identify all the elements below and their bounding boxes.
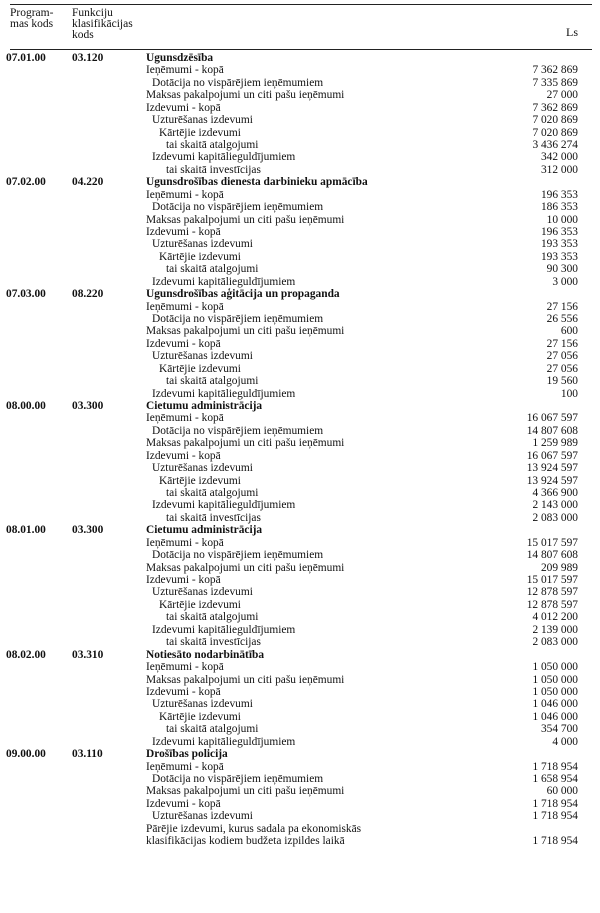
table-row xyxy=(0,462,600,474)
function-code: 03.310 xyxy=(72,648,104,661)
section-heading-row xyxy=(0,176,600,188)
row-label: tai skaitā atalgojumi xyxy=(166,263,259,276)
table-row xyxy=(0,64,600,76)
table-row xyxy=(0,238,600,250)
row-label: Ieņēmumi - kopā xyxy=(146,536,224,549)
amount-value: 342 000 xyxy=(540,151,578,164)
table-row xyxy=(0,798,600,810)
table-row xyxy=(0,487,600,499)
row-label: Dotācija no vispārējiem ieņēmumiem xyxy=(152,549,324,562)
table-row xyxy=(0,574,600,586)
amount-value: 4 000 xyxy=(552,735,578,748)
table-row xyxy=(0,102,600,114)
row-label: Dotācija no vispārējiem ieņēmumiem xyxy=(152,76,324,89)
table-row xyxy=(0,810,600,822)
amount-value: 15 017 597 xyxy=(526,536,578,549)
section-heading-row xyxy=(0,288,600,300)
row-label: Uzturēšanas izdevumi xyxy=(152,462,253,475)
amount-value: 7 362 869 xyxy=(532,101,578,114)
amount-value: 1 658 954 xyxy=(532,772,578,785)
section-title: Ugunsdzēsība xyxy=(146,52,214,64)
row-label: Kārtējie izdevumi xyxy=(159,474,241,487)
amount-value: 27 156 xyxy=(546,300,578,313)
amount-value: 1 046 000 xyxy=(532,710,578,723)
row-label: Maksas pakalpojumi un citi pašu ieņēmumi xyxy=(146,89,345,102)
table-row xyxy=(0,313,600,325)
row-label: Izdevumi kapitālieguldījumiem xyxy=(152,735,296,748)
amount-value: 14 807 608 xyxy=(526,549,578,562)
row-label: Maksas pakalpojumi un citi pašu ieņēmumi xyxy=(146,673,345,686)
amount-value: 14 807 608 xyxy=(526,424,578,437)
section-heading-row xyxy=(0,649,600,661)
table-row xyxy=(0,450,600,462)
row-label: Izdevumi kapitālieguldījumiem xyxy=(152,275,296,288)
row-label: tai skaitā atalgojumi xyxy=(166,375,259,388)
amount-value: 354 700 xyxy=(540,723,578,736)
table-row xyxy=(0,350,600,362)
table-row xyxy=(0,611,600,623)
amount-value: 1 718 954 xyxy=(532,760,578,773)
header-function-code-line2: klasifikācijas xyxy=(72,18,133,30)
table-row xyxy=(0,164,600,176)
row-label: Izdevumi kapitālieguldījumiem xyxy=(152,387,296,400)
amount-value: 90 300 xyxy=(546,263,578,276)
row-label: Kārtējie izdevumi xyxy=(159,710,241,723)
program-code: 09.00.00 xyxy=(6,748,46,761)
row-label: Ieņēmumi - kopā xyxy=(146,64,224,77)
row-label: Dotācija no vispārējiem ieņēmumiem xyxy=(152,313,324,326)
amount-value: 1 718 954 xyxy=(532,835,578,848)
row-label: Uzturēšanas izdevumi xyxy=(152,350,253,363)
amount-value: 209 989 xyxy=(540,561,578,574)
amount-value: 10 000 xyxy=(546,213,578,226)
row-label: Dotācija no vispārējiem ieņēmumiem xyxy=(152,424,324,437)
table-row xyxy=(0,475,600,487)
amount-value: 1 050 000 xyxy=(532,685,578,698)
section-title: Ugunsdrošības aģitācija un propaganda xyxy=(146,288,340,301)
row-label: Kārtējie izdevumi xyxy=(159,250,241,263)
row-label: Izdevumi - kopā xyxy=(146,226,221,239)
top-rule xyxy=(10,4,592,5)
row-label: tai skaitā atalgojumi xyxy=(166,723,259,736)
amount-value: 4 366 900 xyxy=(532,487,578,500)
table-row xyxy=(0,711,600,723)
amount-value: 193 353 xyxy=(540,238,578,251)
header-program-code-line2: mas kods xyxy=(10,18,54,30)
table-row xyxy=(0,201,600,213)
row-label: Izdevumi - kopā xyxy=(146,685,221,698)
function-code: 03.300 xyxy=(72,400,104,413)
table-row xyxy=(0,114,600,126)
amount-value: 27 156 xyxy=(546,337,578,350)
table-row xyxy=(0,512,600,524)
program-code: 07.03.00 xyxy=(6,288,46,301)
table-row xyxy=(0,425,600,437)
amount-value: 3 436 274 xyxy=(532,139,578,151)
table-row xyxy=(0,761,600,773)
amount-value: 1 259 989 xyxy=(532,437,578,450)
section-heading-row xyxy=(0,52,600,64)
amount-value: 4 012 200 xyxy=(532,611,578,624)
table-row xyxy=(0,388,600,400)
table-row xyxy=(0,823,600,835)
amount-value: 2 139 000 xyxy=(532,623,578,636)
amount-value: 2 143 000 xyxy=(532,499,578,512)
row-label: Uzturēšanas izdevumi xyxy=(152,238,253,251)
program-code: 07.02.00 xyxy=(6,176,46,189)
table-row xyxy=(0,736,600,748)
row-label: Izdevumi kapitālieguldījumiem xyxy=(152,499,296,512)
row-label: Ieņēmumi - kopā xyxy=(146,188,224,201)
row-label: Uzturēšanas izdevumi xyxy=(152,586,253,599)
amount-value: 16 067 597 xyxy=(526,449,578,462)
amount-value: 19 560 xyxy=(546,375,578,388)
table-row xyxy=(0,437,600,449)
row-label: tai skaitā atalgojumi xyxy=(166,611,259,624)
table-row xyxy=(0,661,600,673)
row-label: Izdevumi kapitālieguldījumiem xyxy=(152,623,296,636)
amount-value: 100 xyxy=(560,387,578,400)
table-row xyxy=(0,77,600,89)
row-label: Kārtējie izdevumi xyxy=(159,126,241,139)
section-heading-row xyxy=(0,524,600,536)
row-label: tai skaitā investīcijas xyxy=(166,636,261,649)
function-code: 04.220 xyxy=(72,176,104,189)
amount-value: 2 083 000 xyxy=(532,511,578,524)
amount-value: 1 718 954 xyxy=(532,810,578,823)
row-label: tai skaitā investīcijas xyxy=(166,511,261,524)
table-row xyxy=(0,301,600,313)
table-row xyxy=(0,375,600,387)
section-heading-row xyxy=(0,400,600,412)
amount-value: 312 000 xyxy=(540,163,578,176)
row-label: Kārtējie izdevumi xyxy=(159,362,241,375)
table-row xyxy=(0,537,600,549)
amount-value: 196 353 xyxy=(540,226,578,239)
amount-value: 27 056 xyxy=(546,362,578,375)
row-label: Dotācija no vispārējiem ieņēmumiem xyxy=(152,201,324,214)
table-row xyxy=(0,412,600,424)
table-row xyxy=(0,723,600,735)
row-label: Ieņēmumi - kopā xyxy=(146,760,224,773)
section-title: Notiesāto nodarbinātība xyxy=(146,648,265,661)
amount-value: 186 353 xyxy=(540,201,578,214)
program-code: 08.01.00 xyxy=(6,524,46,537)
amount-value: 13 924 597 xyxy=(526,474,578,487)
row-label: tai skaitā atalgojumi xyxy=(166,487,259,500)
header-function-code xyxy=(72,8,133,41)
row-label: Izdevumi - kopā xyxy=(146,337,221,350)
amount-value: 1 718 954 xyxy=(532,797,578,810)
table-row xyxy=(0,226,600,238)
amount-value: 27 000 xyxy=(546,89,578,102)
row-label: Kārtējie izdevumi xyxy=(159,598,241,611)
table-row xyxy=(0,251,600,263)
amount-value: 2 083 000 xyxy=(532,636,578,649)
amount-value: 26 556 xyxy=(546,313,578,326)
amount-value: 1 046 000 xyxy=(532,698,578,711)
program-code: 08.02.00 xyxy=(6,648,46,661)
table-row xyxy=(0,214,600,226)
row-label: Dotācija no vispārējiem ieņēmumiem xyxy=(152,772,324,785)
table-row xyxy=(0,835,600,847)
row-label: tai skaitā investīcijas xyxy=(166,163,261,176)
row-label: Uzturēšanas izdevumi xyxy=(152,114,253,127)
amount-value: 12 878 597 xyxy=(526,598,578,611)
row-label: tai skaitā atalgojumi xyxy=(166,139,259,151)
row-label: Ieņēmumi - kopā xyxy=(146,412,224,425)
row-label: Izdevumi - kopā xyxy=(146,449,221,462)
row-label: Pārējie izdevumi, kurus sadala pa ekonomiskās xyxy=(146,822,362,835)
table-row xyxy=(0,139,600,151)
amount-value: 7 020 869 xyxy=(532,126,578,139)
table-row xyxy=(0,325,600,337)
table-row xyxy=(0,189,600,201)
amount-value: 3 000 xyxy=(552,275,578,288)
table-row xyxy=(0,624,600,636)
section-title: Cietumu administrācija xyxy=(146,400,263,413)
row-label: Izdevumi - kopā xyxy=(146,574,221,587)
amount-value: 16 067 597 xyxy=(526,412,578,425)
row-label: Ieņēmumi - kopā xyxy=(146,661,224,674)
program-code: 08.00.00 xyxy=(6,400,46,413)
amount-value: 600 xyxy=(560,325,578,338)
table-row xyxy=(0,773,600,785)
row-label: Uzturēšanas izdevumi xyxy=(152,810,253,823)
section-title: Ugunsdrošības dienesta darbinieku apmācība xyxy=(146,176,368,189)
table-row xyxy=(0,338,600,350)
table-row xyxy=(0,636,600,648)
function-code: 03.300 xyxy=(72,524,104,537)
table-row xyxy=(0,599,600,611)
table-row xyxy=(0,499,600,511)
section-title: Drošības policija xyxy=(146,748,228,761)
amount-value: 7 335 869 xyxy=(532,76,578,89)
header-function-code-line1: Funkciju xyxy=(72,7,113,19)
row-label: Uzturēšanas izdevumi xyxy=(152,698,253,711)
row-label: Izdevumi - kopā xyxy=(146,797,221,810)
amount-value: 12 878 597 xyxy=(526,586,578,599)
amount-value: 193 353 xyxy=(540,250,578,263)
header-currency: Ls xyxy=(566,25,578,39)
table-row xyxy=(0,562,600,574)
table-row xyxy=(0,276,600,288)
header-program-code-line1: Program- xyxy=(10,7,54,19)
table-row xyxy=(0,549,600,561)
amount-value: 27 056 xyxy=(546,350,578,363)
header-program-code xyxy=(10,8,53,30)
row-label: Izdevumi - kopā xyxy=(146,101,221,114)
section-title: Cietumu administrācija xyxy=(146,524,263,537)
amount-value: 13 924 597 xyxy=(526,462,578,475)
table-row xyxy=(0,127,600,139)
row-label: Maksas pakalpojumi un citi pašu ieņēmumi xyxy=(146,213,345,226)
function-code: 03.110 xyxy=(72,748,103,761)
table-row xyxy=(0,151,600,163)
amount-value: 15 017 597 xyxy=(526,574,578,587)
function-code: 03.120 xyxy=(72,52,104,64)
row-label: Ieņēmumi - kopā xyxy=(146,300,224,313)
amount-value: 60 000 xyxy=(546,785,578,798)
table-row xyxy=(0,674,600,686)
section-heading-row xyxy=(0,748,600,760)
table-row xyxy=(0,785,600,797)
table-row xyxy=(0,586,600,598)
row-label: Izdevumi kapitālieguldījumiem xyxy=(152,151,296,164)
table-row xyxy=(0,263,600,275)
row-label: Maksas pakalpojumi un citi pašu ieņēmumi xyxy=(146,561,345,574)
row-label: Maksas pakalpojumi un citi pašu ieņēmumi xyxy=(146,325,345,338)
header-function-code-line3: kods xyxy=(72,29,94,41)
row-label: Maksas pakalpojumi un citi pašu ieņēmumi xyxy=(146,785,345,798)
row-label: Maksas pakalpojumi un citi pašu ieņēmumi xyxy=(146,437,345,450)
header-rule xyxy=(10,49,592,50)
table-row xyxy=(0,698,600,710)
table-row xyxy=(0,89,600,101)
amount-value: 7 362 869 xyxy=(532,64,578,77)
row-label: klasifikācijas kodiem budžeta izpildes laikā xyxy=(146,835,345,848)
amount-value: 196 353 xyxy=(540,188,578,201)
table-row xyxy=(0,686,600,698)
function-code: 08.220 xyxy=(72,288,104,301)
amount-value: 7 020 869 xyxy=(532,114,578,127)
program-code: 07.01.00 xyxy=(6,52,46,64)
amount-value: 1 050 000 xyxy=(532,661,578,674)
amount-value: 1 050 000 xyxy=(532,673,578,686)
table-row xyxy=(0,363,600,375)
